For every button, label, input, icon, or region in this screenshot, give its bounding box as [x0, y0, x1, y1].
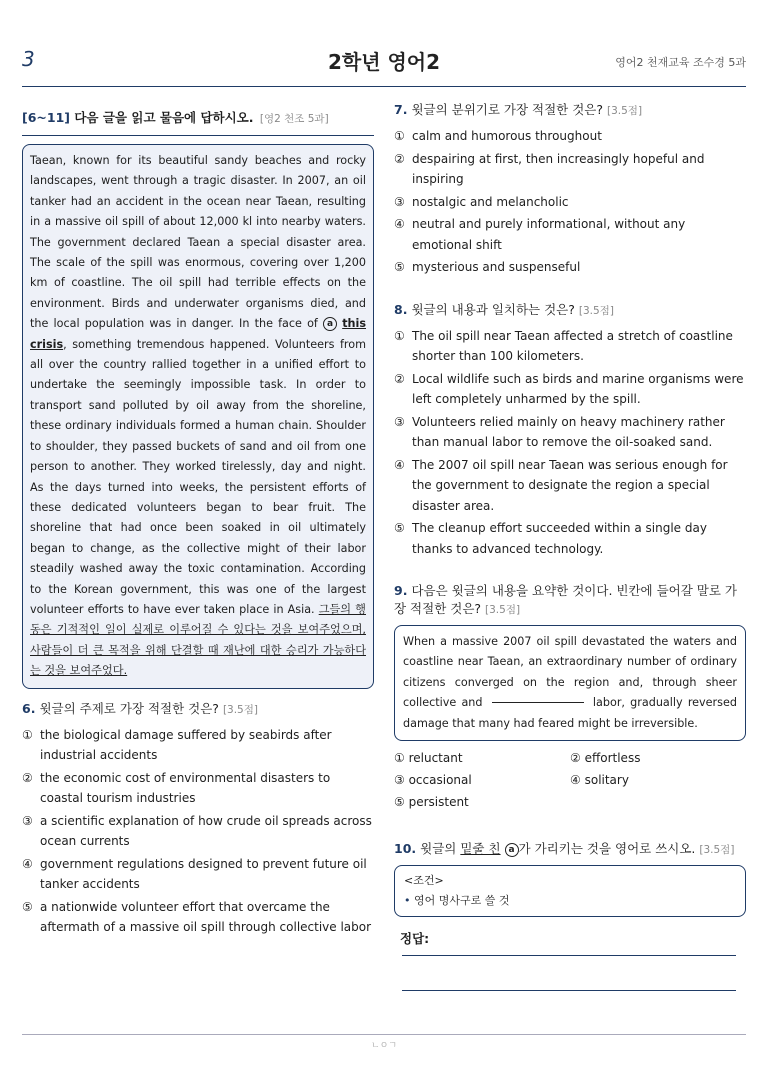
answer-option[interactable]	[394, 769, 570, 791]
question-6-header	[22, 699, 374, 717]
option-number: ④	[394, 217, 405, 231]
right-column	[394, 100, 746, 991]
answer-option[interactable]	[22, 725, 374, 766]
option-number: ③	[394, 773, 405, 788]
option-text: nostalgic and melancholic	[412, 194, 569, 209]
question-number: 8.	[394, 301, 408, 317]
instruction-range: [6~11]	[22, 110, 70, 125]
answer-option[interactable]	[22, 897, 374, 938]
reading-passage	[22, 144, 374, 689]
question-text-underlined: 밑줄 친	[460, 841, 501, 857]
option-number: ⑤	[394, 260, 405, 274]
option-number: ②	[394, 151, 405, 166]
answer-option[interactable]	[394, 369, 746, 410]
condition-box	[394, 865, 746, 917]
summary-box	[394, 625, 746, 741]
answer-option[interactable]	[394, 192, 746, 213]
option-number: ⑤	[394, 795, 405, 810]
option-text: calm and humorous throughout	[412, 129, 602, 143]
question-points: [3.5점]	[222, 703, 258, 716]
option-text: a nationwide volunteer effort that overcame the aftermath of a massive oil spill through collective labor	[40, 899, 372, 935]
answer-option[interactable]	[394, 126, 746, 147]
question-8-header	[394, 300, 746, 318]
question-7	[394, 100, 746, 278]
answer-option[interactable]	[394, 518, 746, 559]
option-text: reluctant	[408, 751, 463, 766]
option-number: ④	[570, 773, 581, 788]
question-points: [3.5점]	[699, 844, 735, 857]
option-number: ⑤	[394, 521, 405, 535]
question-text-after: 가 가리키는 것을 영어로 쓰시오.	[518, 841, 696, 857]
answer-line[interactable]	[402, 990, 736, 991]
option-number: ①	[394, 129, 405, 143]
option-text: the biological damage suffered by seabirds after industrial accidents	[40, 727, 332, 763]
option-text: government regulations designed to prevent future oil tanker accidents	[40, 856, 367, 892]
option-number: ④	[22, 856, 33, 871]
question-text: 윗글의 분위기로 가장 적절한 것은?	[411, 102, 604, 117]
passage-korean-underlined: 그들의 행동은 기적적인 일이 실제로 이루어질 수 있다는 것을 보여주었으며, 사람들이 더 큰 목적을 위해 단결할 때 재난에 대한 승리가 가능하다는 것을 보여주었다.	[30, 602, 366, 678]
question-number: 6.	[22, 700, 36, 716]
option-text: Volunteers relied mainly on heavy machinery rather than manual labor to remove the oil-soaked sand.	[412, 414, 725, 449]
bullet-icon: •	[404, 894, 411, 908]
instruction	[22, 100, 374, 136]
question-10-header	[394, 839, 746, 857]
option-number: ③	[22, 813, 33, 828]
option-number: ③	[394, 414, 405, 429]
option-grid	[394, 747, 746, 813]
option-text: despairing at first, then increasingly hopeful and inspiring	[412, 151, 705, 186]
question-8	[394, 300, 746, 560]
option-text: effortless	[584, 751, 641, 766]
option-number: ①	[394, 328, 405, 343]
option-text: The 2007 oil spill near Taean was serious enough for the government to designate the region a special disaster area.	[412, 457, 728, 513]
option-text: The cleanup effort succeeded within a single day thanks to advanced technology.	[412, 521, 707, 556]
question-points: [3.5점]	[578, 304, 614, 317]
option-text: neutral and purely informational, without any emotional shift	[412, 217, 686, 252]
option-number: ①	[394, 751, 405, 766]
condition-text: 영어 명사구로 쓸 것	[414, 894, 510, 908]
answer-option[interactable]	[394, 149, 746, 190]
page-number: 3	[22, 47, 35, 71]
answer-option[interactable]	[394, 257, 746, 278]
option-number: ③	[394, 194, 405, 209]
option-number: ①	[22, 727, 33, 742]
answer-option[interactable]	[22, 811, 374, 852]
answer-option[interactable]	[394, 747, 570, 769]
condition-label: <조건>	[404, 874, 444, 888]
answer-option[interactable]	[22, 768, 374, 809]
option-text: The oil spill near Taean affected a stretch of coastline shorter than 100 kilometers.	[412, 328, 733, 363]
left-column	[22, 100, 374, 940]
question-7-header	[394, 100, 746, 118]
question-text: 윗글의 주제로 가장 적절한 것은?	[39, 700, 219, 716]
option-number: ④	[394, 457, 405, 472]
answer-option[interactable]	[394, 412, 746, 453]
passage-part2: , something tremendous happened. Volunteers from all over the country rallied together in a unified effort to undertake the seemingly impossible task. In order to transport sand polluted by oil away from the shoreline, these ordinary individuals formed a human chain. Shoulder to shoulder, they passed buckets of sand and oil from one person to another. They worked tirelessly, day and night. As the days turned into weeks, the persistent efforts of these dedicated volunteers began to bear fruit. The shoreline that had once been soaked in oil ultimately began to change, as the collective might of their labor steadily washed away the toxic contamination. According to the Korean government, this was one of the largest volunteer efforts to have ever taken place in Asia.	[30, 337, 366, 616]
instruction-text: 다음 글을 읽고 물음에 답하시오.	[74, 110, 254, 125]
question-text: 다음은 윗글의 내용을 요약한 것이다. 빈칸에 들어갈 말로 가장 적절한 것은?	[394, 583, 737, 616]
answer-option[interactable]	[394, 326, 746, 367]
option-text: persistent	[408, 795, 469, 810]
question-text-before: 윗글의	[420, 841, 457, 857]
summary-text-after: labor, gradually reversed damage that many had feared might be irreversible.	[403, 696, 737, 730]
question-10	[394, 839, 746, 991]
exam-subtitle: 영어2 천재교육 조수경 5과	[615, 56, 746, 69]
answer-option[interactable]	[570, 747, 746, 769]
option-number: ②	[394, 371, 405, 386]
answer-label: 정답:	[400, 931, 430, 947]
summary-blank	[492, 702, 584, 703]
exam-title: 2학년 영어2	[327, 50, 441, 74]
question-number: 10.	[394, 841, 417, 857]
question-9	[394, 581, 746, 813]
footer-mark: ㄴㅇㄱ	[370, 1041, 398, 1051]
option-number: ⑤	[22, 899, 33, 914]
question-points: [3.5점]	[607, 105, 643, 117]
option-text: occasional	[408, 773, 472, 788]
marker-a: a	[323, 317, 337, 331]
option-text: the economic cost of environmental disasters to coastal tourism industries	[40, 770, 331, 806]
marker-a: a	[505, 843, 519, 857]
question-points: [3.5점]	[485, 604, 521, 616]
answer-option[interactable]	[394, 214, 746, 255]
option-text: a scientific explanation of how crude oil spreads across ocean currents	[40, 813, 372, 849]
condition-item	[404, 891, 736, 911]
instruction-source: [영2 천조 5과]	[259, 113, 329, 125]
option-text: Local wildlife such as birds and marine organisms were left completely unharmed by the spill.	[412, 371, 744, 406]
option-text: mysterious and suspenseful	[412, 260, 581, 274]
answer-option[interactable]	[394, 455, 746, 517]
passage-part1: Taean, known for its beautiful sandy beaches and rocky landscapes, went through a tragic disaster. In 2007, an oil tanker had an accident in the ocean near Taean, resulting in a massive oil spill of about 12,000 kl into nearby waters. The government declared Taean a special disaster area. The scale of the spill was enormous, covering over 1,200 km of coastline. The oil spill had terrible effects on the environment. Birds and underwater organisms died, and the local population was in danger. In the face of	[30, 154, 366, 331]
header-rule	[22, 86, 746, 87]
answer-line[interactable]	[402, 955, 736, 956]
option-number: ②	[22, 770, 33, 785]
question-number: 9.	[394, 583, 408, 598]
passage-underlined-phrase: this crisis	[30, 317, 366, 351]
option-number: ②	[570, 751, 581, 766]
question-text: 윗글의 내용과 일치하는 것은?	[411, 301, 575, 317]
answer-option[interactable]	[570, 769, 746, 791]
question-6	[22, 699, 374, 938]
answer-option[interactable]	[394, 791, 570, 813]
question-number: 7.	[394, 102, 408, 117]
footer-rule	[22, 1034, 746, 1035]
option-text: solitary	[584, 773, 629, 788]
answer-option[interactable]	[22, 854, 374, 895]
summary-text-before: When a massive 2007 oil spill devastated the waters and coastline near Taean, an extraordinary number of ordinary citizens converged on the region and, through sheer collective and	[403, 635, 737, 710]
question-9-header	[394, 581, 746, 617]
